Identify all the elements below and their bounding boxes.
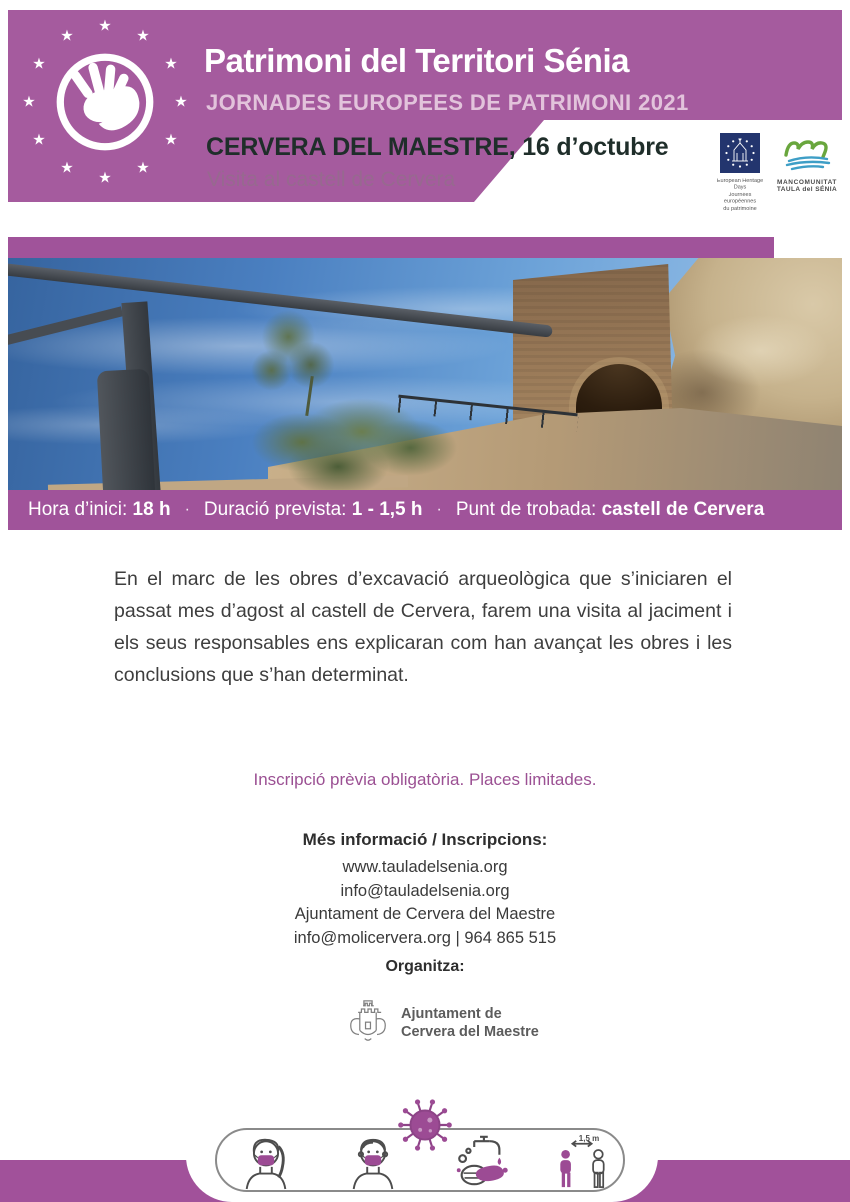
event-title: CERVERA DEL MAESTRE, 16 d’octubre — [206, 133, 669, 161]
info-separator: · — [184, 501, 190, 518]
mancomunitat-caption-line: MANCOMUNITAT — [776, 179, 838, 186]
star-icon: ★ — [98, 169, 112, 187]
info-bar — [8, 490, 842, 530]
separator-bar — [8, 237, 774, 258]
ehd-caption-line: European Heritage Days — [716, 178, 764, 191]
social-distance-icon — [552, 1136, 612, 1190]
hand-washing-icon — [451, 1133, 511, 1190]
ajuntament-crest-icon — [345, 996, 391, 1050]
virus-icon — [394, 1092, 456, 1163]
star-icon: ★ — [136, 159, 150, 177]
european-heritage-days-logo — [712, 133, 768, 213]
mancomunitat-caption-line: TAULA del SÉNIA — [776, 186, 838, 193]
star-icon: ★ — [164, 131, 178, 149]
contact-website: www.tauladelsenia.org — [342, 858, 508, 876]
info-separator: · — [436, 501, 442, 518]
info-label: Hora d’inici: — [28, 499, 133, 520]
castle-photo — [8, 258, 842, 490]
star-icon: ★ — [32, 131, 46, 149]
info-label: Punt de trobada: — [455, 499, 602, 520]
star-icon: ★ — [174, 93, 188, 111]
contact-org: Ajuntament de Cervera del Maestre — [294, 905, 556, 923]
star-icon: ★ — [164, 55, 178, 73]
star-icon: ★ — [98, 17, 112, 35]
info-label: Duració prevista: — [203, 499, 352, 520]
star-icon: ★ — [136, 27, 150, 45]
organizer-name-line: Cervera del Maestre — [401, 1024, 539, 1040]
distance-label: 1,5 m — [578, 1134, 600, 1143]
ajuntament-logo — [345, 996, 539, 1050]
organizer-heading: Organitza: — [385, 958, 465, 975]
olive-tree — [230, 384, 470, 490]
registration-notice: Inscripció prèvia obligatòria. Places limitades. — [253, 770, 597, 789]
star-icon: ★ — [60, 27, 74, 45]
masked-man-icon — [346, 1134, 400, 1190]
ehd-caption-line: du patrimoine — [723, 206, 757, 212]
star-icon: ★ — [22, 93, 36, 111]
header — [8, 10, 842, 212]
poster-subtitle: JORNADES EUROPEES DE PATRIMONI 2021 — [206, 90, 689, 115]
description-paragraph: En el marc de les obres d’excavació arqueològica que s’iniciaren el passat mes d’agost al castell de Cervera, farem una visita al jaciment i els seus responsables ens explicaran com han avançat les obres i les conclusions que s’han determinat. — [114, 568, 732, 686]
mancomunitat-logo — [771, 138, 843, 193]
info-value: 1 - 1,5 h — [351, 499, 423, 520]
ehd-caption-line: Journées européennes — [723, 192, 757, 205]
masked-woman-icon — [239, 1134, 293, 1190]
star-icon: ★ — [32, 55, 46, 73]
railing-column — [97, 369, 155, 490]
mancomunitat-logo-icon — [779, 138, 835, 172]
hands-circle-icon — [53, 50, 157, 154]
star-icon: ★ — [60, 159, 74, 177]
contact-heading: Més informació / Inscripcions: — [302, 830, 548, 849]
poster-title: Patrimoni del Territori Sénia — [204, 42, 629, 79]
info-value: 18 h — [132, 499, 171, 520]
info-value: castell de Cervera — [601, 499, 765, 520]
organizer-name-line: Ajuntament de — [401, 1006, 502, 1022]
ehd-logo-icon — [720, 133, 760, 173]
organizer-name — [401, 1005, 539, 1041]
event-subtitle: Visita al castell de Cervera — [207, 168, 456, 191]
contact-email-phone: info@molicervera.org | 964 865 515 — [293, 928, 557, 947]
contact-block — [0, 830, 850, 950]
contact-email: info@tauladelsenia.org — [340, 881, 510, 900]
